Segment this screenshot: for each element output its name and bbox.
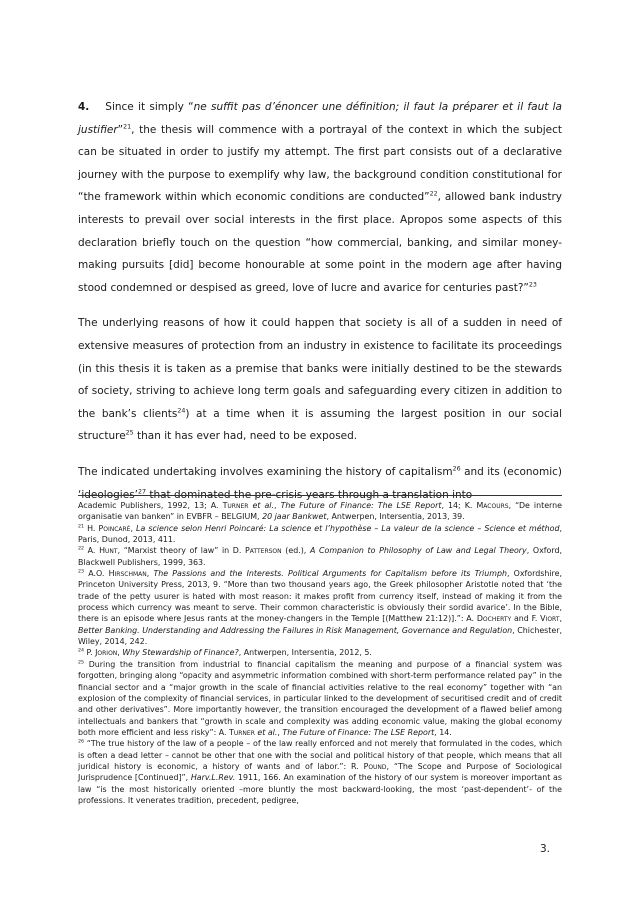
footnote-22: $^{22}$ A. Hunt, “Marxist theory of law” in D. Patterson (ed.), A Companion to Philosophy of Law and Legal Theory, Oxford, Blackwell Publishers, 1999, 363. [78,546,562,567]
footnote-ref-22[interactable]: 22 [429,190,438,198]
footnote-number: 24 [78,648,85,654]
footnote-25: $^{25}$ During the transition from industrial to financial capitalism the meaning and purpose of a financial system was forgotten, bringing along “opacity and asymmetric information combined with short-term performance related pay” in the financial sector and a “major growth in the scale of financial activities relative to the real economy” together with “an explosion of the complexity of financial services, in particular linked to the development of securitised credit and of credit and other derivatives”. More importantly however, the transition encouraged the development of a flawed belief among intellectuals and bankers that “growth in scale and complexity was adding economic value, making the global economy both more efficient and less risky”: A. Turner et al., The Future of Finance: The LSE Report, 14. [78,659,562,737]
footnote-number: 21 [78,524,85,530]
footnote-number: 25 [78,660,85,666]
paragraph-3: The indicated undertaking involves examining the history of capitalism$^{26}$ and its (economic) ‘ideologies’$^{27}$ that dominated the pre-crisis years through a translation into [78,465,563,501]
footnote-number: 23 [78,569,85,575]
paragraph-4: 4. Since it simply “ne suffit pas d’énoncer une définition; il faut la préparer et il faut la justifier”$^{21}$, the thesis will commence with a portrayal of the context in which the subject can be situated in order to justify my attempt. The first part consists out of a declarative journey with the purpose to exemplify why law, the background condition constitutional for “the framework within which economic conditions are conducted”$^{22}$, allowed bank industry interests to prevail over social interests in the first place. Apropos some aspects of this declaration briefly touch on the question “how commercial, banking, and similar money-making pursuits [did] become honourable at some point in the modern age after having stood condemned or despised as greed, love of lucre and avarice for centuries past?”$^{23}$ [78,101,563,294]
footnote-ref-25[interactable]: 25 [125,429,134,437]
footnote-number: 26 [78,739,85,745]
footnote-ref-21[interactable]: 21 [123,123,132,131]
footnote-continued: Academic Publishers, 1992, 13; A. Turner et al., The Future of Finance: The LSE Report, 14; K. Macours, “De interne organisatie van banken” in EVBFR – BELGIUM, 20 jaar Bankwet, Antwerpen, Intersentia, 2013, 39. [78,501,563,522]
footnote-ref-23[interactable]: 23 [528,281,537,289]
page-number: 3. [540,843,551,855]
paragraph-2: The underlying reasons of how it could happen that society is all of a sudden in need of extensive measures of protection from an industry in existence to facilitate its proceedings (in this thesis it is taken as a premise that banks were initially destined to be the stewards of society, striving to achieve long term goals and safeguarding every citizen in addition to the bank’s clients$^{24}$) at a time when it is assuming the largest position in our social structure$^{25}$ than it has ever had, need to be exposed. [78,317,563,443]
footnote-separator [78,495,562,496]
main-text [78,96,562,519]
footnote-number: 22 [78,546,85,552]
footnote-ref-26[interactable]: 26 [452,465,461,473]
footnote-24: $^{24}$ P. Jorion, Why Stewardship of Finance?, Antwerpen, Intersentia, 2012, 5. [78,648,372,658]
footnote-26: $^{26}$ “The true history of the law of a people – of the law really enforced and not merely that formulated in the codes, which is often a dead letter – cannot be other that one with the social and political history of that people, which means that all juridical history is economic, a history of wants and of labor.”: R. Pound, “The Scope and Purpose of Sociological Jurisprudence [Continued]”, Harv.L.Rev. 1911, 166. An examination of the history of our system is moreover important as law “is the most historically oriented –more bluntly the most backward-looking, the most ‘past-dependent’- of the professions. It venerates tradition, precedent, pedigree, [78,739,563,805]
paragraph-number: 4. [78,101,90,113]
footnote-ref-27[interactable]: 27 [138,488,147,495]
footnote-21: $^{21}$ H. Poincaré, La science selon Henri Poincaré: La science et l’hypothèse – La valeur de la science – Science et méthod, Paris, Dunod, 2013, 411. [78,523,562,545]
footnote-ref-24[interactable]: 24 [177,407,186,415]
footnotes [78,500,562,806]
footnote-23: $^{23}$ A.O. Hirschman, The Passions and the Interests. Political Arguments for Capitalism before its Triumph, Oxfordshire, Princeton University Press, 2013, 9. “More than two thousand years ago, the Greek philosopher Aristotle noted that ‘the trade of the petty usurer is hated with most reason: it makes profit from currency itself, instead of making it from the process which currency was meant to serve. Their common characteristic is obviously their sordid avarice’. In the Bible, there is an episode where Jesus rants at the money-changers in the Temple [(Matthew 21:12)].”: A. Docherty and F. Viort, Better Banking. Understanding and Addressing the Failures in Risk Management, Governance and Regulation, Chichester, Wiley, 2014, 242. [78,569,562,647]
french-quote: ne suffit pas d’énoncer une définition; il faut la préparer et il faut la justifier [78,101,562,136]
